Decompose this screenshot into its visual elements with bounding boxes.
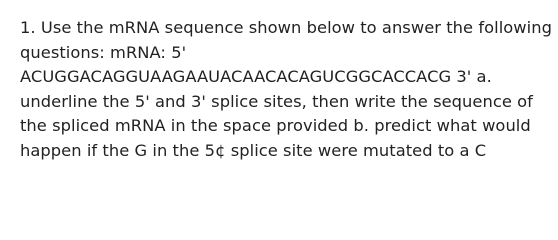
question-line-3: ACUGGACAGGUAAGAAUACAACACAGUCGGCACCACG 3' a. (20, 67, 492, 87)
question-line-1: 1. Use the mRNA sequence shown below to answer the following (20, 18, 552, 37)
question-line-4: underline the 5' and 3' splice sites, then write the sequence of (20, 91, 533, 111)
question-line-6: happen if the G in the 5¢ splice site were mutated to a C (20, 140, 487, 160)
question-line-5: the spliced mRNA in the space provided b. predict what would (20, 116, 531, 136)
question-text (20, 16, 552, 164)
question-line-2: questions: mRNA: 5' (20, 42, 187, 62)
